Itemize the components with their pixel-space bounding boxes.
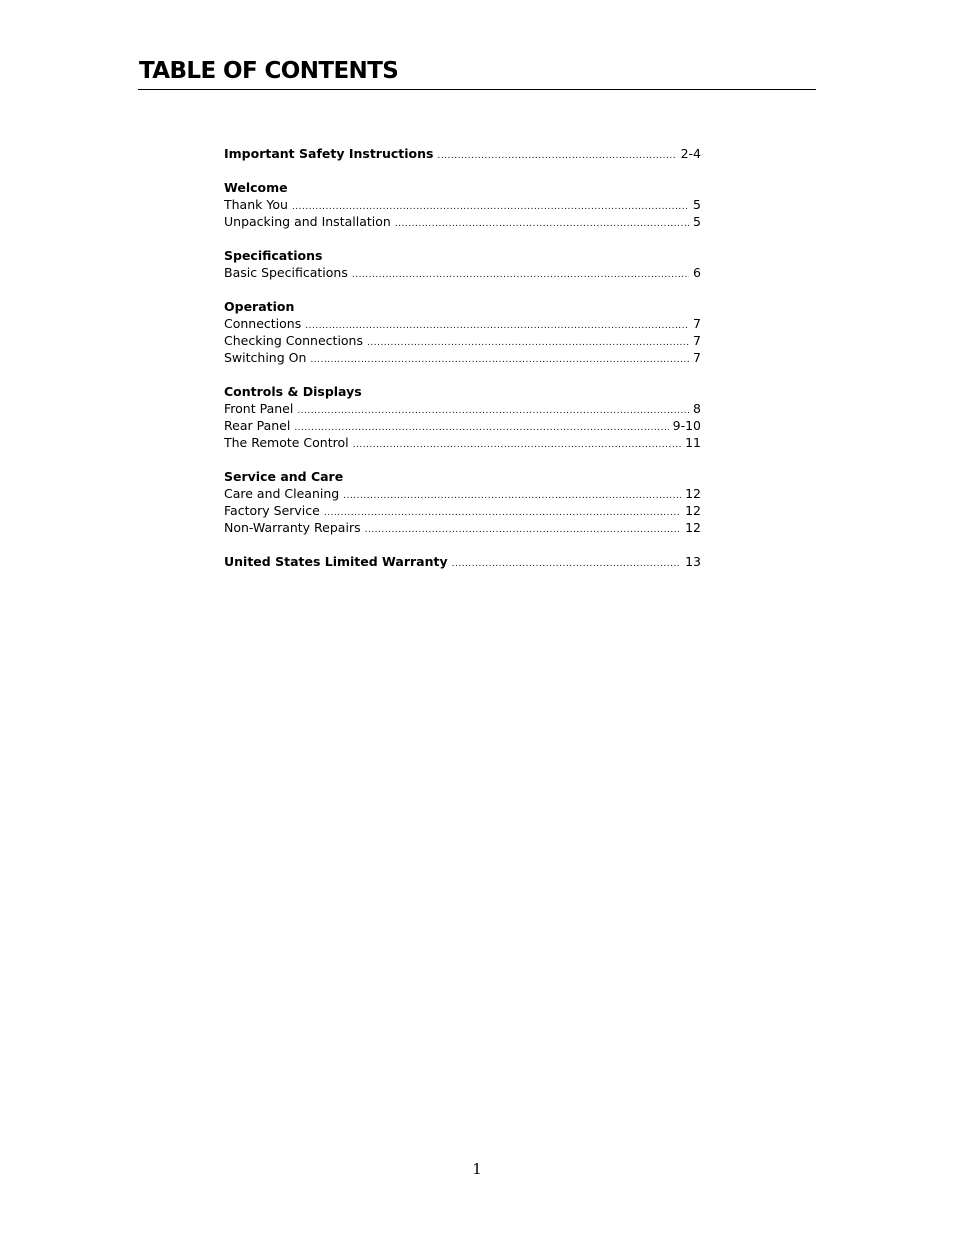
dot-leader <box>437 148 676 165</box>
toc-entry[interactable] <box>224 349 701 366</box>
toc-entry-page: 7 <box>693 333 701 348</box>
toc-entry-label: Non-Warranty Repairs <box>224 520 361 535</box>
dot-leader <box>294 420 668 437</box>
table-of-contents <box>224 145 701 570</box>
toc-entry-label: Connections <box>224 316 302 331</box>
toc-entry-page: 12 <box>685 520 701 535</box>
toc-entry-page: 5 <box>693 214 701 229</box>
toc-entry-label: Basic Specifications <box>224 265 348 280</box>
toc-entry[interactable] <box>224 196 701 213</box>
toc-entry-label: Thank You <box>224 197 288 212</box>
section-heading: Welcome <box>224 180 288 195</box>
toc-section-welcome <box>224 179 701 230</box>
dot-leader <box>365 522 682 539</box>
toc-entry[interactable] <box>224 417 701 434</box>
toc-entry-page: 9-10 <box>672 418 701 433</box>
toc-entry-page: 7 <box>693 316 701 331</box>
toc-entry[interactable] <box>224 264 701 281</box>
toc-entry-label: Switching On <box>224 350 307 365</box>
dot-leader <box>367 335 689 352</box>
toc-entry[interactable] <box>224 213 701 230</box>
section-heading: Specifications <box>224 248 323 263</box>
dot-leader <box>343 488 681 505</box>
dot-leader <box>352 267 689 284</box>
dot-leader <box>297 403 689 420</box>
toc-entry[interactable] <box>224 519 701 536</box>
dot-leader <box>310 352 689 369</box>
toc-section-controls-displays <box>224 383 701 451</box>
toc-entry-page: 7 <box>693 350 701 365</box>
toc-section-operation <box>224 298 701 366</box>
toc-entry-page: 13 <box>685 554 701 569</box>
dot-leader <box>395 216 689 233</box>
toc-entry-warranty[interactable] <box>224 553 701 570</box>
toc-entry-label: Front Panel <box>224 401 294 416</box>
dot-leader <box>452 556 681 573</box>
toc-entry-label: Rear Panel <box>224 418 291 433</box>
section-heading: Service and Care <box>224 469 344 484</box>
toc-entry-page: 5 <box>693 197 701 212</box>
toc-entry-safety[interactable] <box>224 145 701 162</box>
toc-section-service-care <box>224 468 701 536</box>
page-title: TABLE OF CONTENTS <box>139 58 399 84</box>
toc-entry-page: 11 <box>685 435 701 450</box>
toc-entry-label: Checking Connections <box>224 333 363 348</box>
toc-entry-page: 8 <box>693 401 701 416</box>
dot-leader <box>353 437 681 454</box>
toc-entry-label: United States Limited Warranty <box>224 554 448 569</box>
toc-entry[interactable] <box>224 434 701 451</box>
toc-entry-page: 12 <box>685 503 701 518</box>
toc-entry[interactable] <box>224 502 701 519</box>
page-number: 1 <box>472 1160 482 1178</box>
toc-entry[interactable] <box>224 332 701 349</box>
dot-leader <box>324 505 681 522</box>
toc-entry-page: 2-4 <box>680 146 701 161</box>
section-heading: Operation <box>224 299 295 314</box>
toc-entry-label: Factory Service <box>224 503 320 518</box>
toc-entry[interactable] <box>224 315 701 332</box>
toc-entry[interactable] <box>224 485 701 502</box>
toc-section-specifications <box>224 247 701 281</box>
toc-entry-label: Unpacking and Installation <box>224 214 391 229</box>
section-heading: Controls & Displays <box>224 384 362 399</box>
toc-entry[interactable] <box>224 400 701 417</box>
toc-entry-label: The Remote Control <box>224 435 349 450</box>
toc-entry-label: Important Safety Instructions <box>224 146 434 161</box>
toc-entry-page: 6 <box>693 265 701 280</box>
toc-entry-label: Care and Cleaning <box>224 486 340 501</box>
toc-section-warranty <box>224 553 701 570</box>
toc-entry-page: 12 <box>685 486 701 501</box>
title-underline <box>138 89 816 90</box>
